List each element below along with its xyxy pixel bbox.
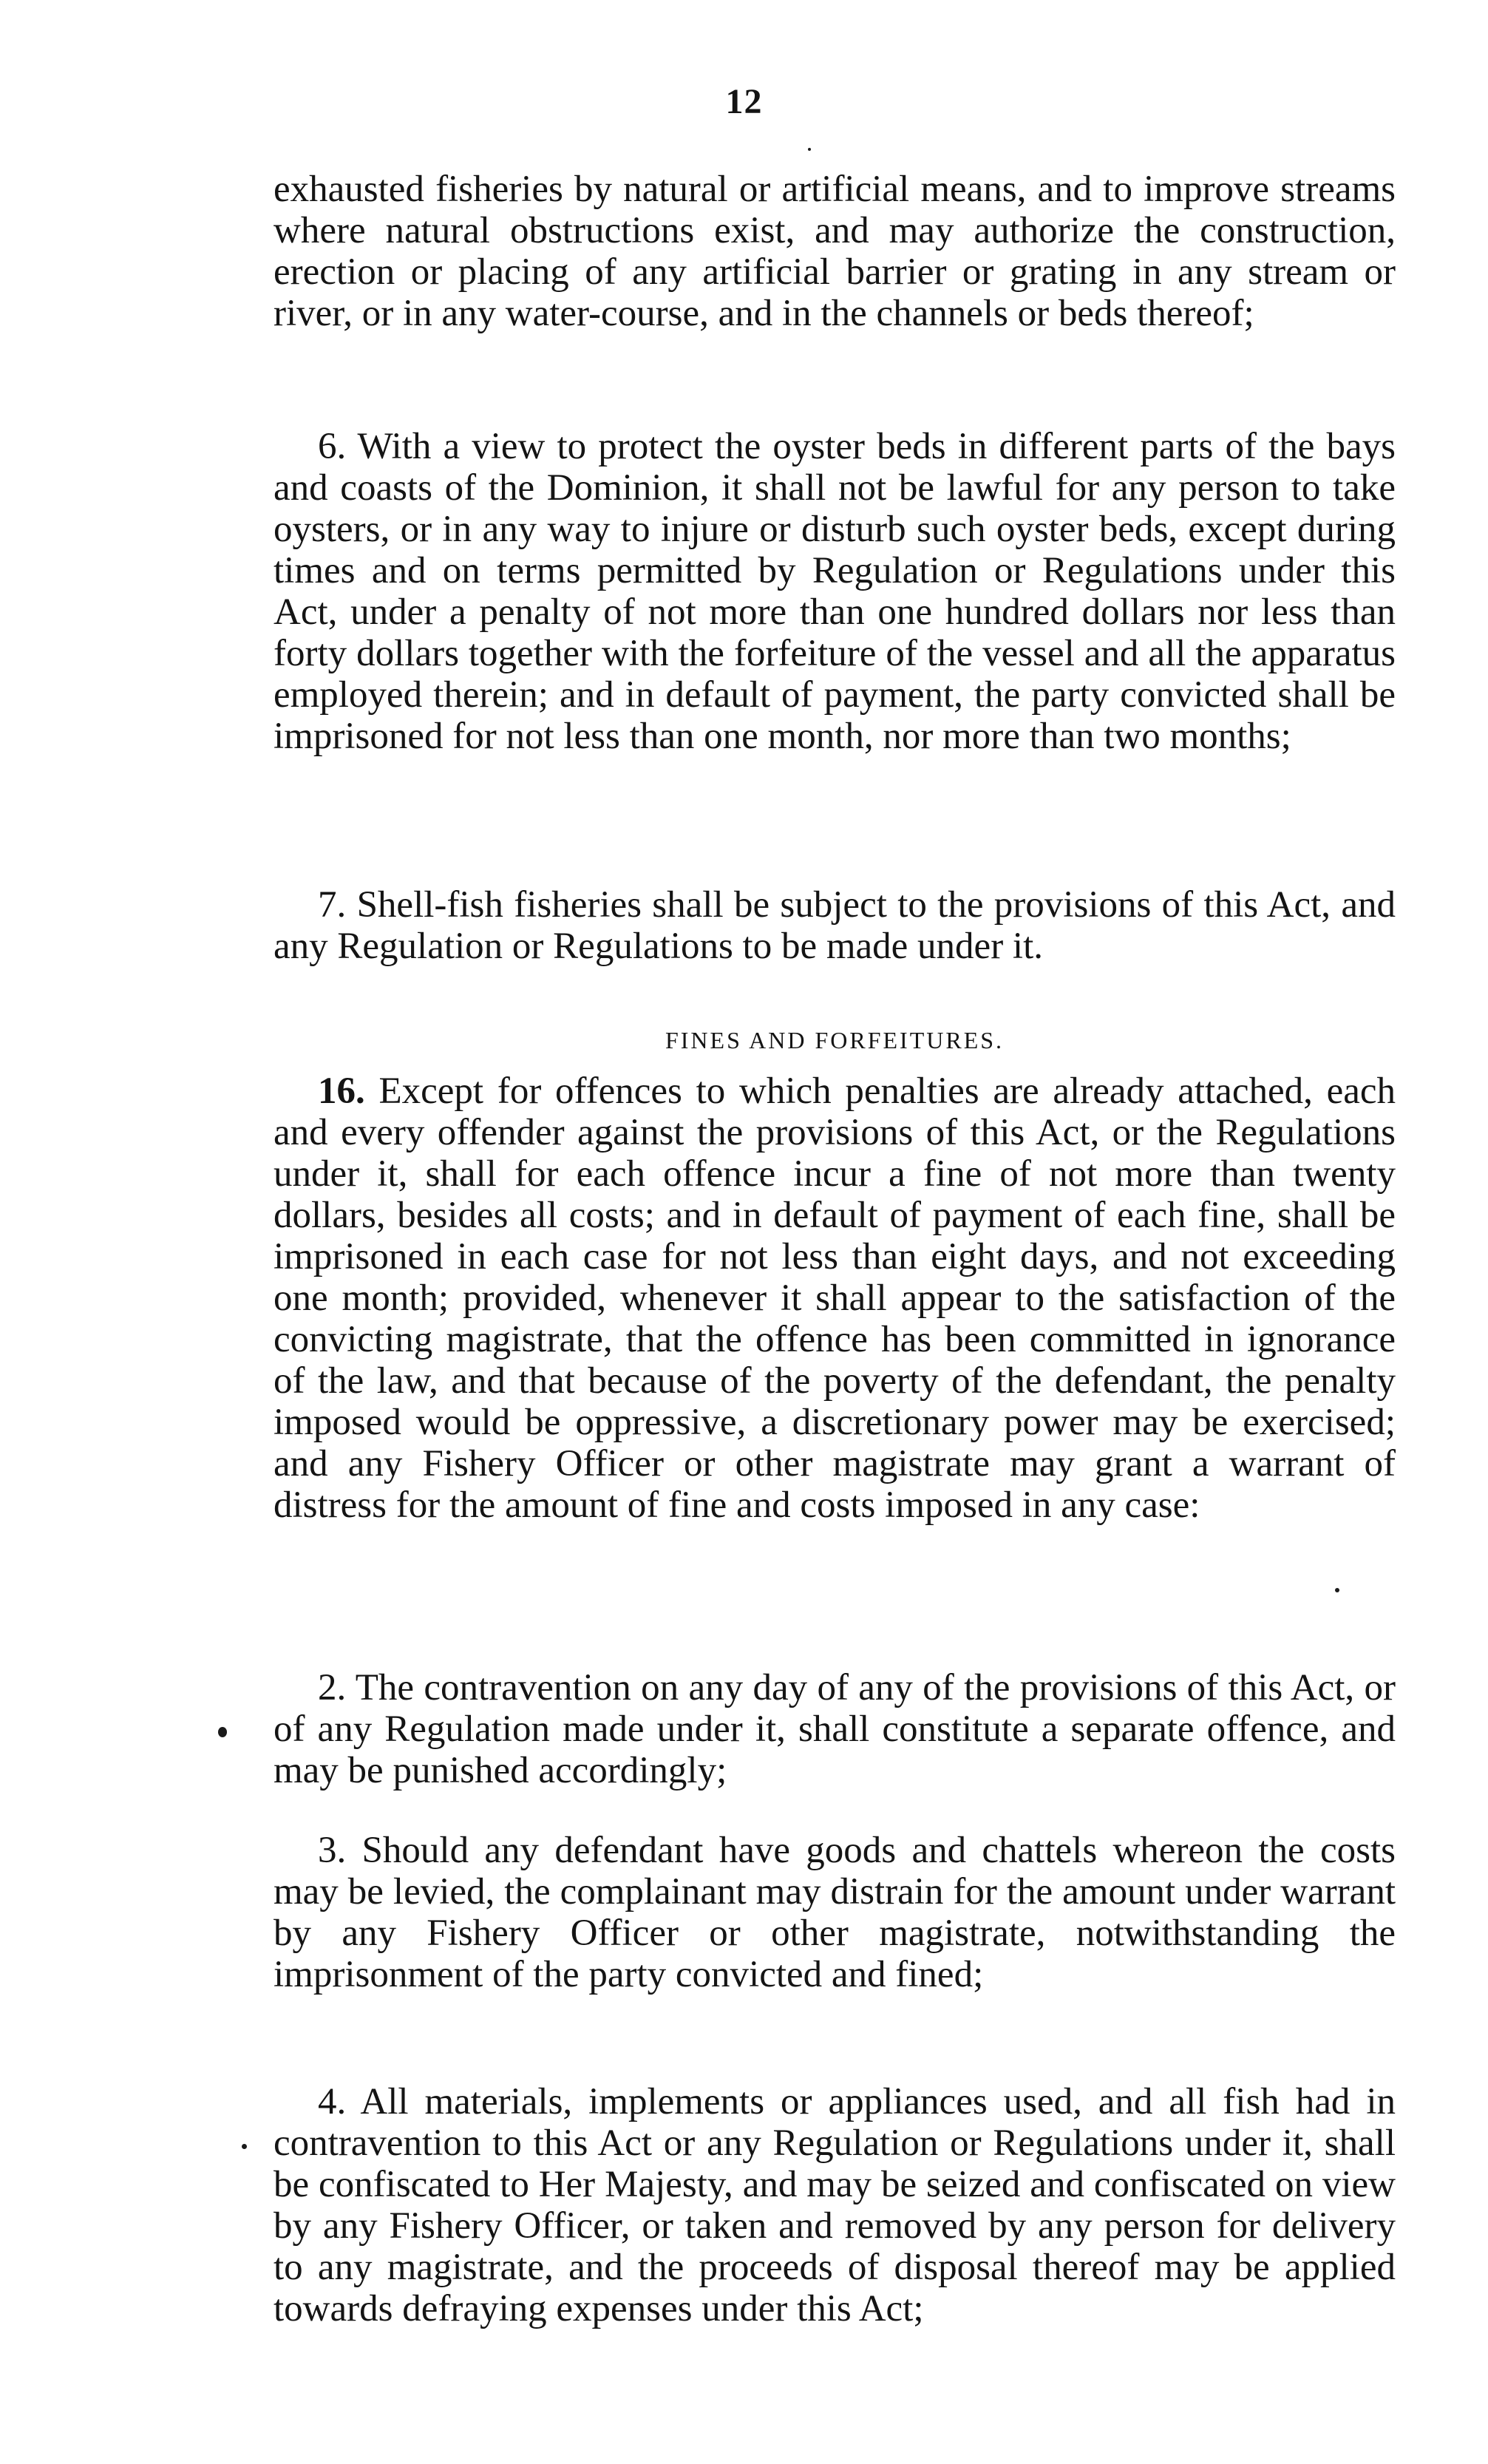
paragraph-subsection-3 <box>274 1830 1396 1995</box>
paragraph-text: exhausted fisheries by natural or artificial means, and to improve streams where natural obstructions exist, and may authorize the construction, erection or placing of any artificial barrier or grating in any stream or river, or in any water-course, and in the channels or beds thereof; <box>274 169 1396 334</box>
paragraph-section-16 <box>274 1070 1396 1526</box>
paragraph-subsection-4 <box>274 2081 1396 2329</box>
paragraph-text: 7. Shell-fish fisheries shall be subject to the provisions of this Act, and any Regulation or Regulations to be made under it. <box>274 884 1396 967</box>
ink-speck <box>1335 1588 1339 1592</box>
section-body: Except for offences to which penalties are already attached, each and every offender against the provisions of this Act, or the Regulations under it, shall for each offence incur a fine of not more than twenty dollars, besides all costs; and in default of payment of each fine, shall be imprisoned in each case for not less than eight days, and not exceeding one month; provided, whenever it shall appear to the satisfaction of the convicting magistrate, that the offence has been committed in ignorance of the law, and that because of the poverty of the defendant, the penalty imposed would be oppressive, a discretionary power may be exercised; and any Fishery Officer or other magistrate may grant a warrant of distress for the amount of fine and costs imposed in any case: <box>274 1070 1396 1526</box>
paragraph-text: 4. All materials, implements or appliances used, and all fish had in contravention to this Act or any Regulation or Regulations under it, shall be confiscated to Her Majesty, and may be seized and confiscated on view by any Fishery Officer, or taken and removed by any person for delivery to any magistrate, and the proceeds of disposal thereof may be applied towards defraying expenses under this Act; <box>274 2081 1396 2329</box>
paragraph-text: 2. The contravention on any day of any of the provisions of this Act, or of any Regulation made under it, shall constitute a separate offence, and may be punished accordingly; <box>274 1667 1396 1791</box>
ink-speck <box>808 148 811 151</box>
section-heading: FINES AND FORFEITURES. <box>665 1027 1005 1053</box>
paragraph-text: 6. With a view to protect the oyster beds in different parts of the bays and coasts of the Dominion, it shall not be lawful for any person to take oysters, or in any way to injure or disturb such oyster beds, except during times and on terms permitted by Regulation or Regulations under this Act, under a penalty of not more than one hundred dollars nor less than forty dollars together with the forfeiture of the vessel and all the apparatus employed therein; and in default of payment, the party convicted shall be imprisoned for not less than one month, nor more than two months; <box>274 426 1396 757</box>
paragraph-section-6 <box>274 426 1396 757</box>
section-number: 16. <box>318 1070 365 1112</box>
paragraph-section-7 <box>274 884 1396 967</box>
paragraph-text: 3. Should any defendant have goods and chattels whereon the costs may be levied, the complainant may distrain for the amount under warrant by any Fishery Officer or other magistrate, notwithstanding the imprisonment of the party convicted and fined; <box>274 1830 1396 1995</box>
page-number: 12 <box>725 82 763 121</box>
paragraph-continuation <box>274 169 1396 334</box>
paragraph-subsection-2 <box>274 1667 1396 1791</box>
ink-speck <box>242 2144 247 2149</box>
paragraph-text <box>274 1070 1396 1526</box>
ink-speck <box>218 1727 227 1737</box>
